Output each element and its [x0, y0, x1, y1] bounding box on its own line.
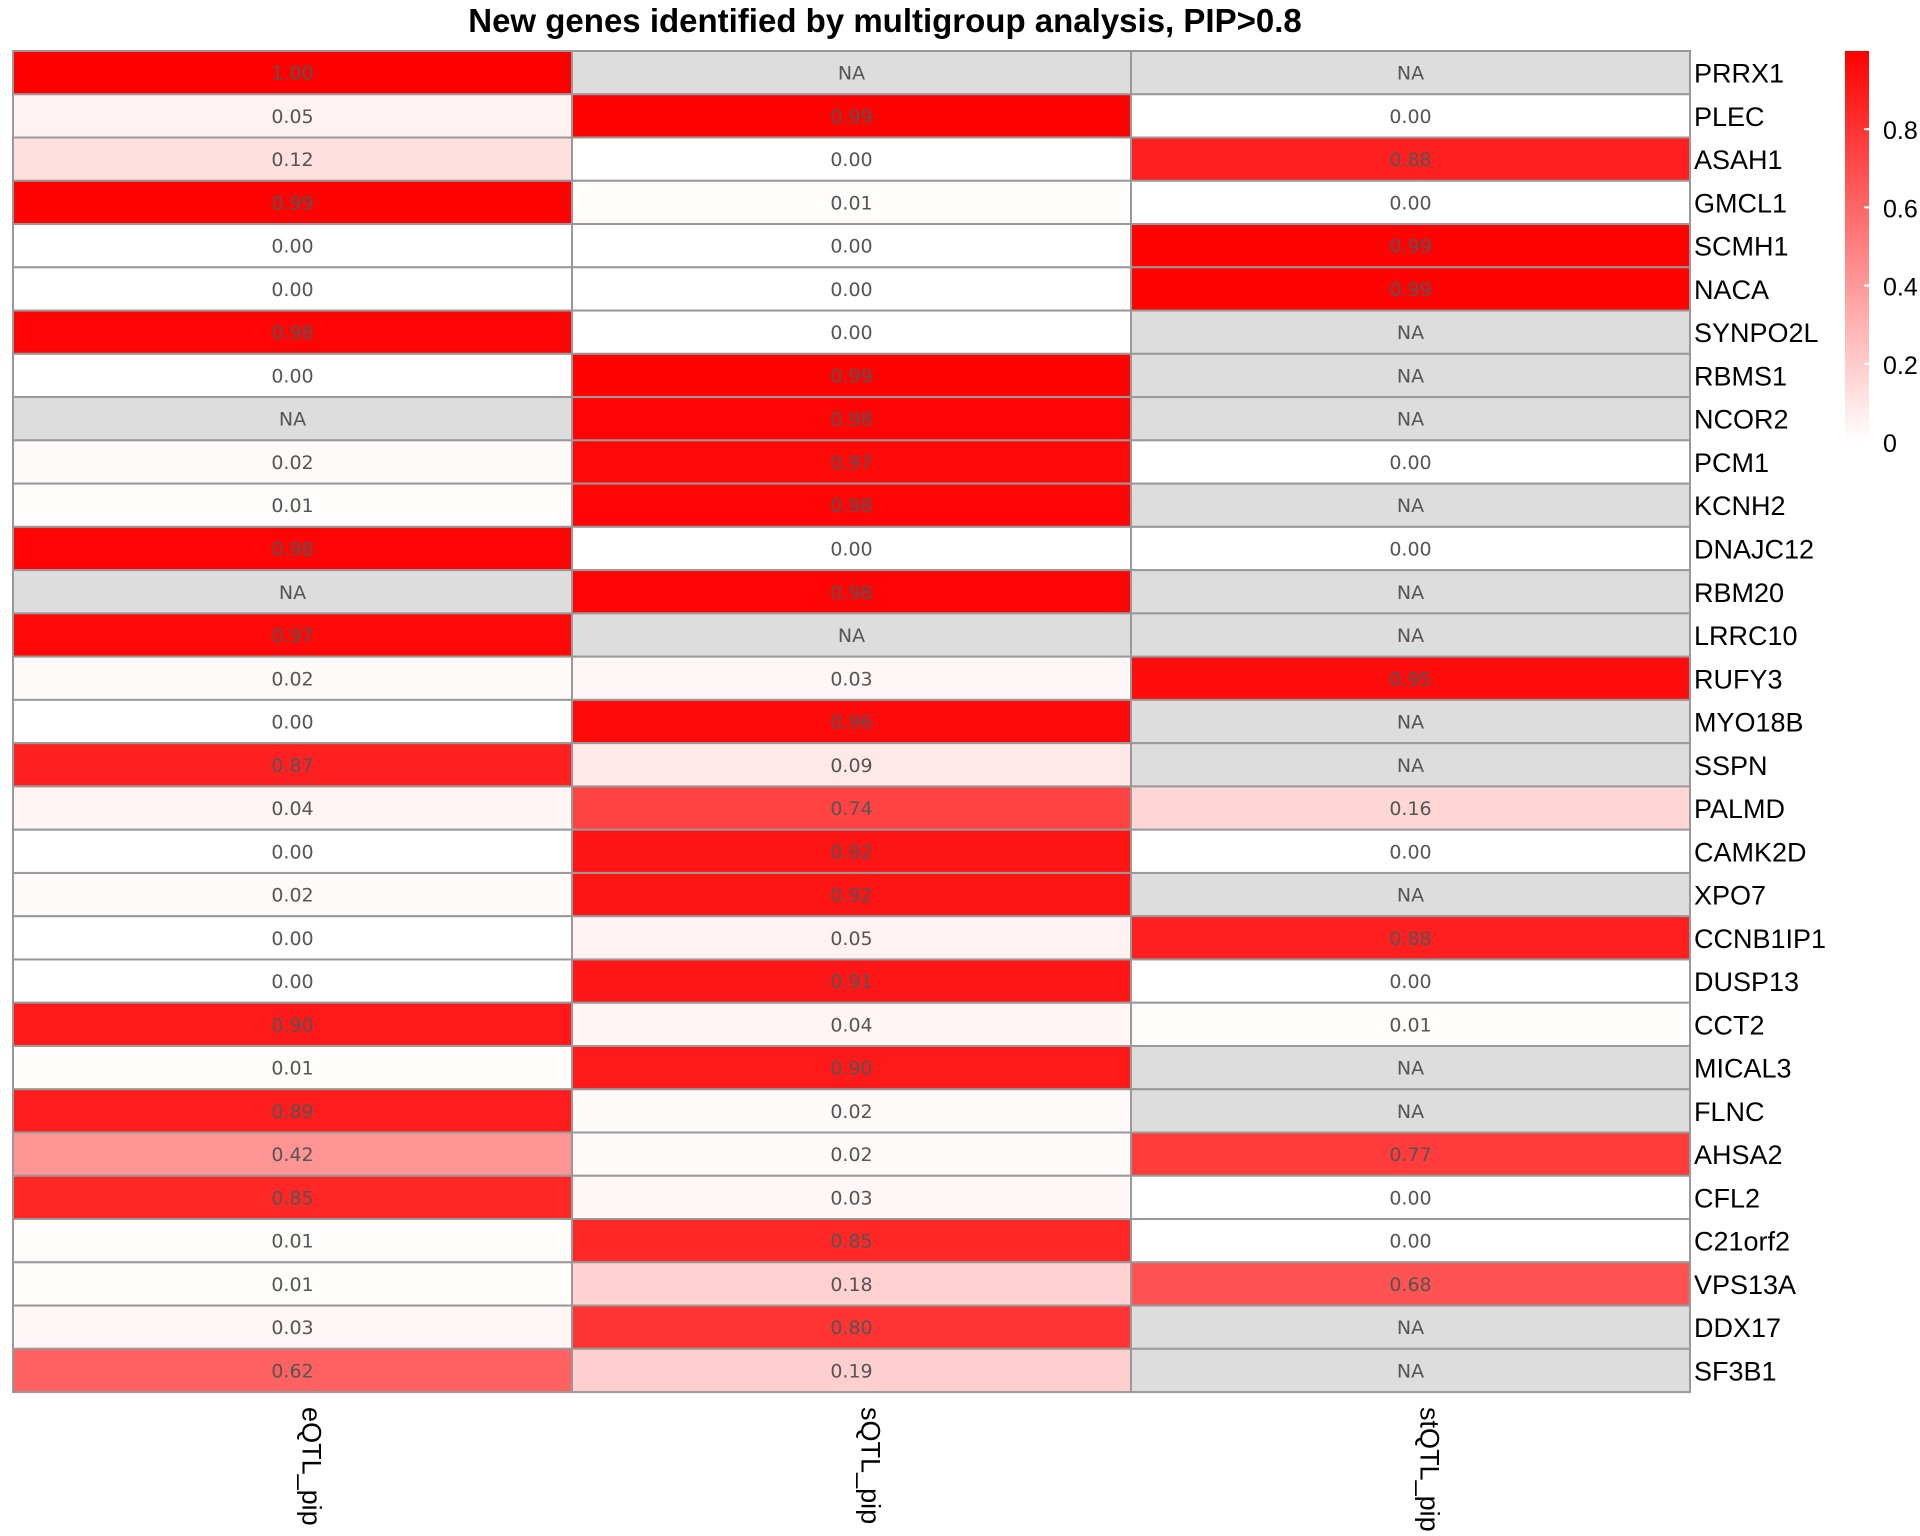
column-label: eQTL_pip	[296, 1407, 327, 1526]
legend-tick-label: 0.6	[1883, 195, 1918, 224]
cell-value-label: 0.87	[271, 754, 314, 777]
row-label: ASAH1	[1694, 145, 1783, 176]
row-label: VPS13A	[1694, 1269, 1797, 1300]
cell-value-label: 0.01	[1389, 1014, 1432, 1037]
cell-value-label: 1.00	[271, 62, 314, 85]
cell-value-label: NA	[837, 625, 866, 648]
cell-value-label: 0.00	[271, 711, 314, 734]
cell-value-label: 0.00	[271, 235, 314, 258]
cell-value-label: 0.00	[1389, 538, 1432, 561]
cell-value-label: 0.01	[271, 495, 314, 518]
cell-value-label: NA	[1396, 365, 1425, 388]
cell-value-label: 0.99	[830, 105, 873, 128]
row-label: NCOR2	[1694, 404, 1789, 435]
cell-value-label: 0.62	[271, 1360, 314, 1383]
row-label: C21orf2	[1694, 1226, 1791, 1257]
cell-value-label: 0.00	[271, 278, 314, 301]
cell-value-label: 0.95	[1389, 668, 1432, 691]
cell-value-label: 0.09	[830, 754, 873, 777]
cell-value-label: 0.00	[1389, 105, 1432, 128]
cell-value-label: NA	[1396, 711, 1425, 734]
cell-value-label: 0.00	[1389, 971, 1432, 994]
cell-value-label: 0.00	[271, 841, 314, 864]
cell-value-label: 0.00	[271, 927, 314, 950]
cell-value-label: 0.02	[830, 1100, 873, 1123]
legend-color-bar	[1845, 51, 1869, 442]
cell-value-label: 0.00	[830, 278, 873, 301]
cell-value-label: NA	[1396, 754, 1425, 777]
cell-value-label: 0.77	[1389, 1144, 1432, 1167]
cell-value-label: 0.02	[271, 451, 314, 474]
row-label: PLEC	[1694, 101, 1765, 132]
cell-value-label: 0.98	[271, 322, 314, 345]
cell-value-label: NA	[278, 408, 307, 431]
cell-value-label: NA	[1396, 581, 1425, 604]
cell-value-label: 0.74	[830, 798, 873, 821]
cell-value-label: 0.98	[271, 538, 314, 561]
chart-title: New genes identified by multigroup analysis, PIP>0.8	[468, 2, 1302, 39]
row-label: KCNH2	[1694, 491, 1786, 522]
cell-value-label: NA	[1396, 1057, 1425, 1080]
cell-value-label: 0.42	[271, 1144, 314, 1167]
cell-value-label: 0.85	[830, 1230, 873, 1253]
row-label: FLNC	[1694, 1096, 1765, 1127]
row-label: CCT2	[1694, 1010, 1765, 1041]
legend-tick-label: 0.4	[1883, 273, 1918, 302]
cell-value-label: NA	[1396, 1317, 1425, 1340]
row-label: SF3B1	[1694, 1356, 1777, 1387]
cell-value-label: NA	[1396, 495, 1425, 518]
cell-value-label: 0.80	[830, 1317, 873, 1340]
cell-value-label: 0.00	[1389, 1187, 1432, 1210]
cell-value-label: 0.92	[830, 884, 873, 907]
cell-value-label: 0.01	[271, 1057, 314, 1080]
row-label: AHSA2	[1694, 1140, 1783, 1171]
cell-value-label: 0.85	[271, 1187, 314, 1210]
row-label: GMCL1	[1694, 188, 1788, 219]
legend-tick-label: 0.2	[1883, 351, 1918, 380]
cell-value-label: 0.19	[830, 1360, 873, 1383]
row-label: CAMK2D	[1694, 837, 1807, 868]
cell-value-label: 0.88	[1389, 149, 1432, 172]
cell-value-label: 0.98	[830, 495, 873, 518]
row-label: PALMD	[1694, 794, 1786, 825]
cell-value-label: NA	[1396, 625, 1425, 648]
row-label: RBM20	[1694, 577, 1785, 608]
cell-value-label: 0.02	[271, 668, 314, 691]
row-label: XPO7	[1694, 880, 1767, 911]
cell-value-label: 0.00	[1389, 841, 1432, 864]
cell-value-label: 0.00	[830, 149, 873, 172]
cell-value-label: 0.68	[1389, 1273, 1432, 1296]
cell-value-label: 0.03	[830, 668, 873, 691]
row-label: PCM1	[1694, 447, 1770, 478]
cell-value-label: 0.98	[830, 581, 873, 604]
row-label: PRRX1	[1694, 58, 1785, 89]
cell-value-label: 0.18	[830, 1273, 873, 1296]
cell-value-label: 0.01	[271, 1230, 314, 1253]
cell-value-label: 0.05	[830, 927, 873, 950]
cell-value-label: 0.02	[830, 1144, 873, 1167]
cell-value-label: 0.99	[1389, 278, 1432, 301]
cell-value-label: 0.01	[830, 192, 873, 215]
row-label: MICAL3	[1694, 1053, 1792, 1084]
cell-value-label: 0.88	[1389, 927, 1432, 950]
cell-value-label: 0.12	[271, 149, 314, 172]
cell-value-label: 0.05	[271, 105, 314, 128]
cell-value-label: 0.04	[271, 798, 314, 821]
cell-value-label: NA	[1396, 1100, 1425, 1123]
cell-value-label: 0.00	[271, 365, 314, 388]
row-label: NACA	[1694, 274, 1770, 305]
row-label: CFL2	[1694, 1183, 1761, 1214]
cell-value-label: 0.98	[830, 408, 873, 431]
cell-value-label: NA	[1396, 884, 1425, 907]
row-label: SSPN	[1694, 750, 1768, 781]
cell-value-label: 0.00	[271, 971, 314, 994]
cell-value-label: NA	[1396, 408, 1425, 431]
row-label: DDX17	[1694, 1313, 1782, 1344]
cell-value-label: 0.99	[830, 365, 873, 388]
row-label: SCMH1	[1694, 231, 1789, 262]
legend-tick-label: 0.8	[1883, 117, 1918, 146]
cell-value-label: 0.16	[1389, 798, 1432, 821]
row-label: RBMS1	[1694, 361, 1788, 392]
cell-value-label: 0.03	[271, 1317, 314, 1340]
cell-value-label: 0.00	[1389, 192, 1432, 215]
cell-value-label: NA	[837, 62, 866, 85]
cell-value-label: NA	[1396, 1360, 1425, 1383]
row-label: DUSP13	[1694, 967, 1800, 998]
cell-value-label: 0.99	[271, 192, 314, 215]
cell-value-label: 0.97	[271, 625, 314, 648]
cell-value-label: 0.90	[830, 1057, 873, 1080]
row-label: CCNB1IP1	[1694, 923, 1827, 954]
cell-value-label: NA	[278, 581, 307, 604]
cell-value-label: 0.90	[271, 1014, 314, 1037]
column-label: sQTL_pip	[855, 1407, 886, 1525]
cell-value-label: 0.00	[830, 322, 873, 345]
cell-value-label: 0.96	[830, 711, 873, 734]
legend-tick-label: 0	[1883, 430, 1897, 458]
cell-value-label: 0.91	[830, 971, 873, 994]
row-label: MYO18B	[1694, 707, 1804, 738]
row-label: SYNPO2L	[1694, 318, 1819, 349]
cell-value-label: 0.92	[830, 841, 873, 864]
cell-value-label: 0.03	[830, 1187, 873, 1210]
cell-value-label: NA	[1396, 62, 1425, 85]
cell-value-label: 0.00	[1389, 1230, 1432, 1253]
cell-value-label: 0.04	[830, 1014, 873, 1037]
cell-value-label: 0.02	[271, 884, 314, 907]
row-label: LRRC10	[1694, 621, 1798, 652]
row-label: DNAJC12	[1694, 534, 1815, 565]
cell-value-label: 0.99	[1389, 235, 1432, 258]
cell-value-label: 0.00	[830, 538, 873, 561]
cell-value-label: NA	[1396, 322, 1425, 345]
row-label: RUFY3	[1694, 664, 1783, 695]
cell-value-label: 0.01	[271, 1273, 314, 1296]
cell-value-label: 0.00	[830, 235, 873, 258]
column-label: stQTL_pip	[1414, 1407, 1445, 1532]
cell-value-label: 0.89	[271, 1100, 314, 1123]
cell-value-label: 0.97	[830, 451, 873, 474]
cell-value-label: 0.00	[1389, 451, 1432, 474]
